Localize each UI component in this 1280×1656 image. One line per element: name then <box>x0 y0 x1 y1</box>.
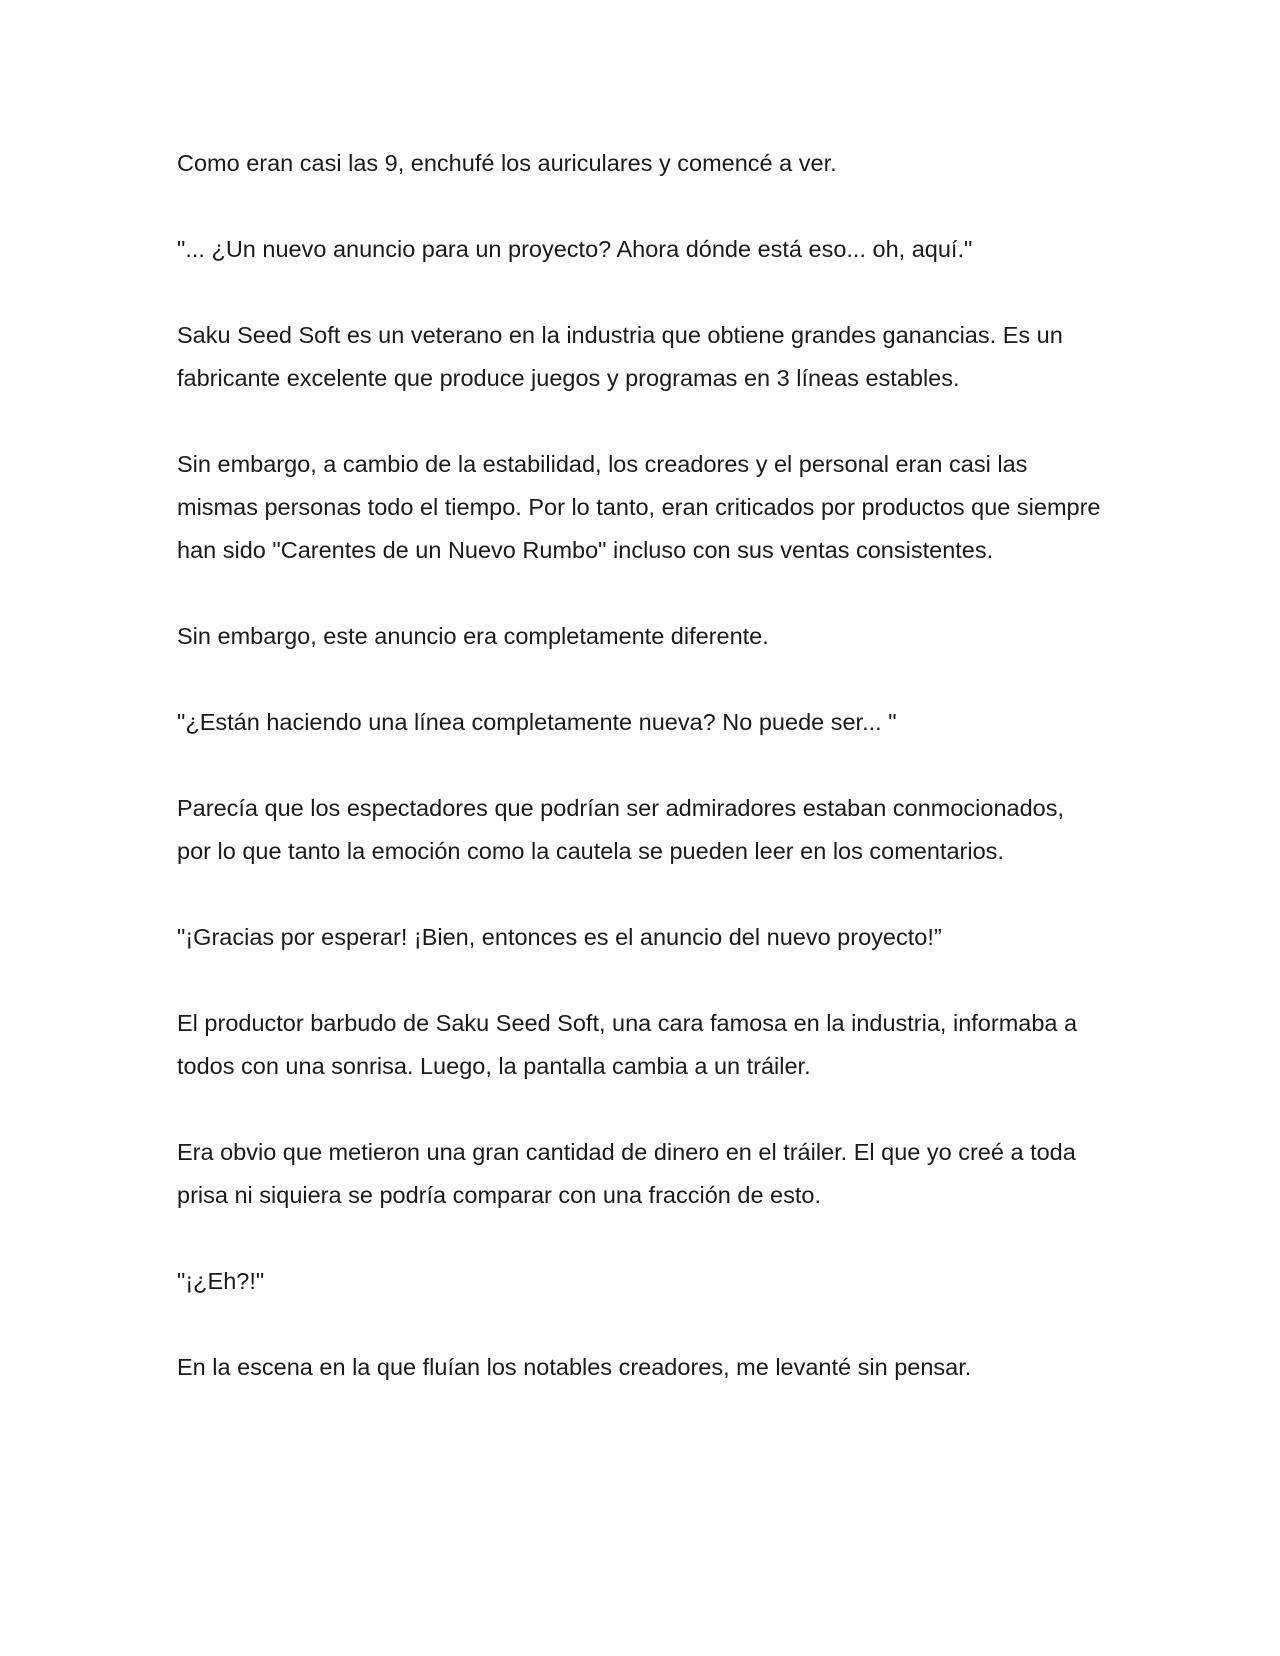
paragraph: Como eran casi las 9, enchufé los auriculares y comencé a ver. <box>177 150 837 176</box>
paragraph: "... ¿Un nuevo anuncio para un proyecto? Ahora dónde está eso... oh, aquí." <box>177 236 973 262</box>
paragraph: Parecía que los espectadores que podrían ser admiradores estaban conmocionados, por lo que tanto la emoción como la cautela se pueden leer en los comentarios. <box>177 795 1065 864</box>
paragraph: "¡Gracias por esperar! ¡Bien, entonces es el anuncio del nuevo proyecto!” <box>177 924 942 950</box>
paragraph: Era obvio que metieron una gran cantidad de dinero en el tráiler. El que yo creé a toda prisa ni siquiera se podría comparar con una fracción de esto. <box>177 1139 1076 1208</box>
paragraph: "¡¿Eh?!" <box>177 1268 265 1294</box>
paragraph: "¿Están haciendo una línea completamente nueva? No puede ser... " <box>177 709 897 735</box>
paragraph: Sin embargo, a cambio de la estabilidad, los creadores y el personal eran casi las mismas personas todo el tiempo. Por lo tanto, eran criticados por productos que siempre han sido "Carentes de un Nuevo Rumbo" incluso con sus ventas consistentes. <box>177 451 1101 563</box>
paragraph: Saku Seed Soft es un veterano en la industria que obtiene grandes ganancias. Es un fabricante excelente que produce juegos y programas en 3 líneas estables. <box>177 322 1063 391</box>
paragraph: El productor barbudo de Saku Seed Soft, una cara famosa en la industria, informaba a todos con una sonrisa. Luego, la pantalla cambia a un tráiler. <box>177 1010 1078 1079</box>
document-body <box>177 142 1102 1432</box>
paragraph: En la escena en la que fluían los notables creadores, me levanté sin pensar. <box>177 1354 972 1380</box>
paragraph: Sin embargo, este anuncio era completamente diferente. <box>177 623 769 649</box>
